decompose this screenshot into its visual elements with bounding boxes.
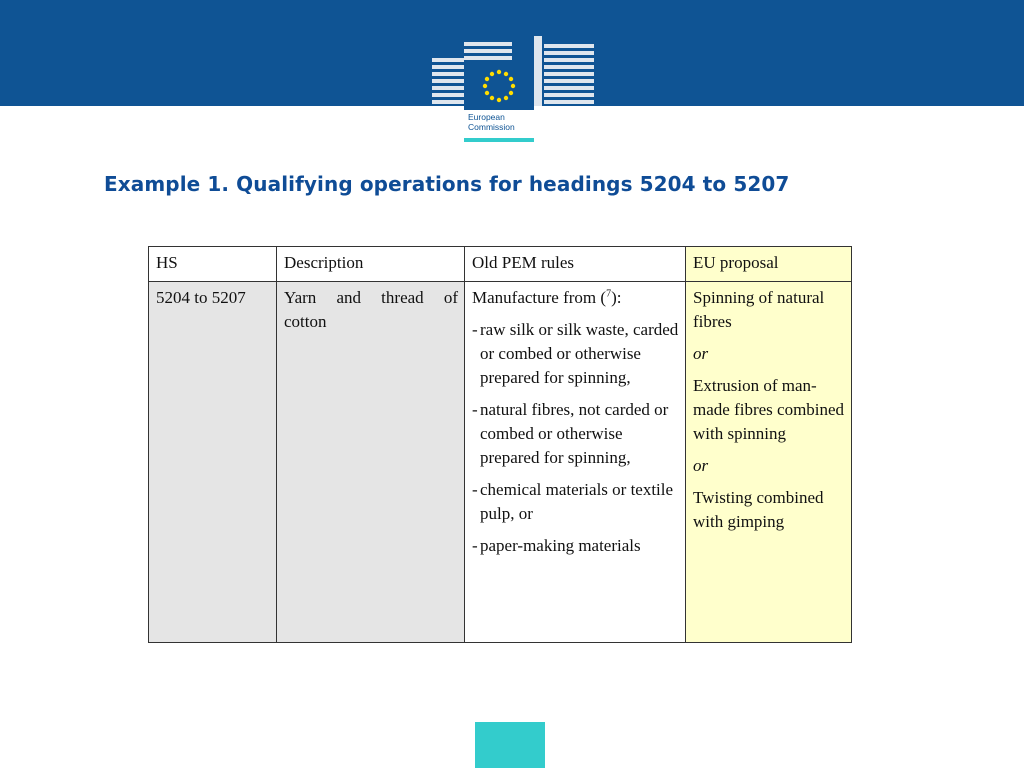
description-line-2: cotton	[284, 312, 327, 331]
footnote-ref: 7	[606, 288, 612, 300]
cell-description	[277, 282, 465, 643]
old-pem-intro	[472, 286, 679, 310]
table-header-row	[149, 247, 852, 282]
list-item-text: paper-making materials	[480, 536, 641, 555]
eu-proposal-p1: Spinning of natural fibres	[693, 288, 825, 331]
footer-accent-square	[475, 722, 545, 768]
header-eu-proposal: EU proposal	[686, 247, 852, 282]
eu-proposal-p3: Twisting combined with gimping	[693, 488, 824, 531]
eu-flag-icon	[464, 62, 534, 110]
header-description: Description	[277, 247, 465, 282]
slide-title: Example 1. Qualifying operations for headings 5204 to 5207	[104, 172, 790, 196]
logo-line-2: Commission	[468, 122, 515, 132]
list-item: - chemical materials or textile pulp, or	[472, 480, 674, 523]
list-item: - paper-making materials	[472, 536, 641, 555]
eu-proposal-or-2: or	[693, 456, 709, 475]
cell-eu-proposal	[686, 282, 852, 643]
logo-line-1: European	[468, 112, 505, 122]
list-item: - natural fibres, not carded or combed or otherwise prepared for spinning,	[472, 400, 669, 467]
list-item-text: natural fibres, not carded or combed or otherwise prepared for spinning,	[480, 400, 669, 467]
cell-hs: 5204 to 5207	[149, 282, 277, 643]
logo-text	[464, 112, 536, 138]
header-old-pem-rules: Old PEM rules	[465, 247, 686, 282]
header-hs: HS	[149, 247, 277, 282]
table-row	[149, 282, 852, 643]
old-pem-intro-end: ):	[611, 288, 622, 307]
old-pem-intro-text: Manufacture from (	[472, 288, 607, 307]
list-item-text: chemical materials or textile pulp, or	[480, 480, 674, 523]
cell-old-pem-rules	[465, 282, 686, 643]
old-pem-list	[472, 318, 679, 558]
list-item: - raw silk or silk waste, carded or combed or otherwise prepared for spinning,	[472, 320, 679, 387]
rules-table	[148, 246, 852, 643]
list-item-text: raw silk or silk waste, carded or combed or otherwise prepared for spinning,	[480, 320, 679, 387]
description-line-1: Yarn and thread of	[284, 288, 458, 307]
eu-proposal-p2: Extrusion of man-made fibres combined with spinning	[693, 376, 845, 443]
eu-proposal-or-1: or	[693, 344, 709, 363]
